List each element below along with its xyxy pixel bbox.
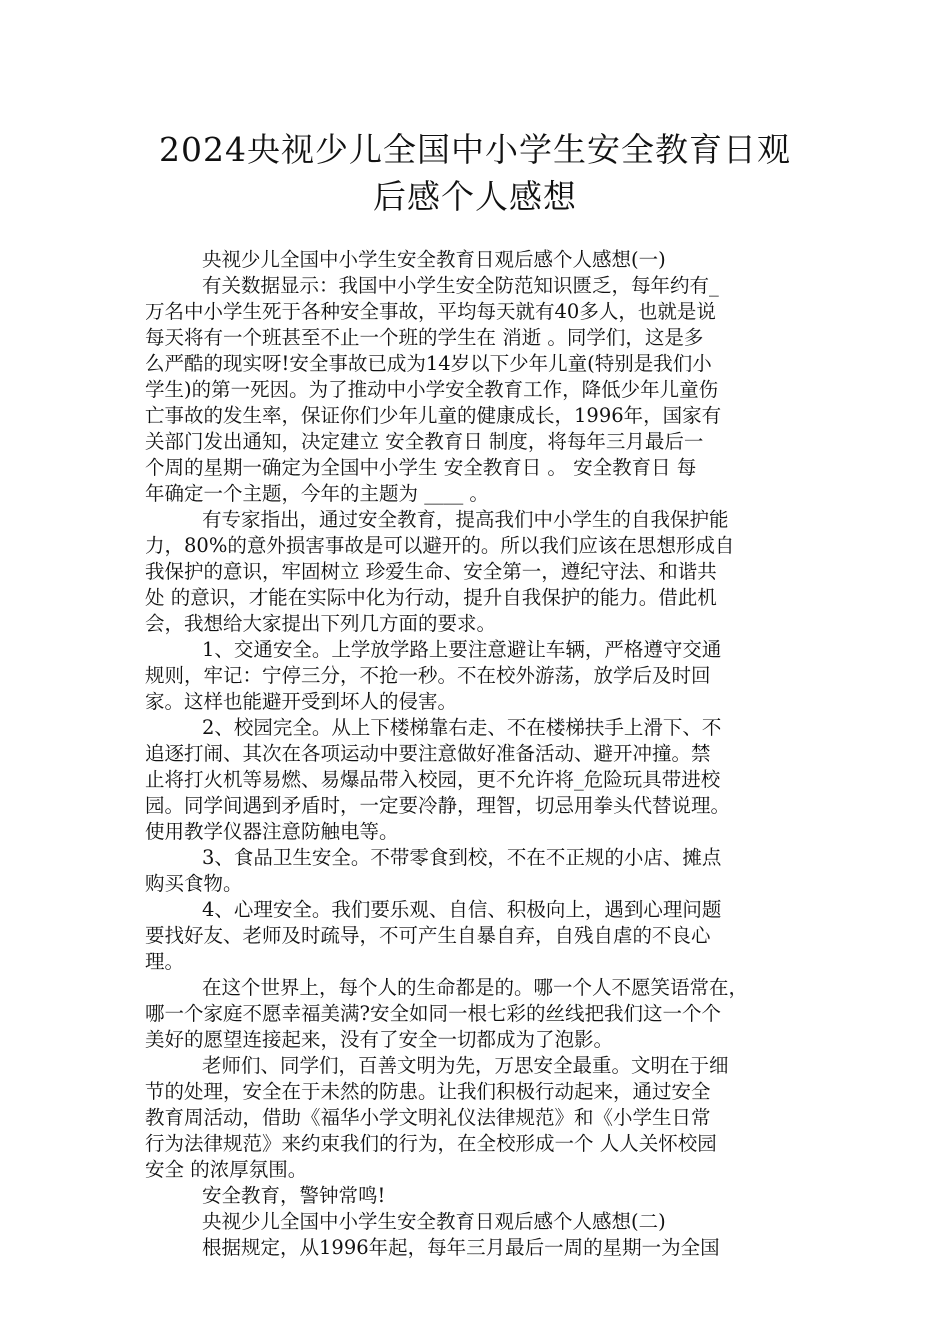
text-line: 学生)的第一死因。为了推动中小学安全教育工作，降低少年儿童伤 bbox=[145, 378, 719, 401]
paragraph-first-line: 4、心理安全。我们要乐观、自信、积极向上，遇到心理问题 bbox=[202, 898, 722, 921]
paragraph-first-line: 央视少儿全国中小学生安全教育日观后感个人感想(一) bbox=[202, 248, 666, 271]
text-line: 安全 的浓厚氛围。 bbox=[145, 1158, 308, 1181]
text-line: 个周的星期一确定为全国中小学生 安全教育日 。 安全教育日 每 bbox=[145, 456, 697, 479]
title-line: 后感个人感想 bbox=[373, 177, 577, 216]
text-line: 使用教学仪器注意防触电等。 bbox=[145, 820, 399, 843]
text-line: 处 的意识，才能在实际中化为行动，提升自我保护的能力。借此机 bbox=[145, 586, 717, 609]
text-line: 哪一个家庭不愿幸福美满?安全如同一根七彩的丝线把我们这一个个 bbox=[145, 1002, 721, 1025]
text-line: 力，80%的意外损害事故是可以避开的。所以我们应该在思想形成自 bbox=[145, 534, 735, 557]
text-line: 节的处理，安全在于未然的防患。让我们积极行动起来，通过安全 bbox=[145, 1080, 711, 1103]
paragraph-first-line: 2、校园完全。从上下楼梯靠右走、不在楼梯扶手上滑下、不 bbox=[202, 716, 722, 739]
text-line: 关部门发出通知，决定建立 安全教育日 制度，将每年三月最后一 bbox=[145, 430, 704, 453]
text-line: 万名中小学生死于各种安全事故，平均每天就有40多人，也就是说 bbox=[145, 300, 716, 323]
text-line: 么严酷的现实呀!安全事故已成为14岁以下少年儿童(特别是我们小 bbox=[145, 352, 712, 375]
paragraph-first-line: 有专家指出，通过安全教育，提高我们中小学生的自我保护能 bbox=[202, 508, 729, 531]
text-line: 美好的愿望连接起来，没有了安全一切都成为了泡影。 bbox=[145, 1028, 614, 1051]
text-line: 我保护的意识，牢固树立 珍爱生命、安全第一，遵纪守法、和谐共 bbox=[145, 560, 717, 583]
text-line: 会，我想给大家提出下列几方面的要求。 bbox=[145, 612, 497, 635]
text-line: 购买食物。 bbox=[145, 872, 243, 895]
text-line: 年确定一个主题，今年的主题为 ____ 。 bbox=[145, 482, 489, 505]
paragraph-first-line: 1、交通安全。上学放学路上要注意避让车辆，严格遵守交通 bbox=[202, 638, 722, 661]
paragraph-first-line: 在这个世界上，每个人的生命都是的。哪一个人不愿笑语常在， bbox=[202, 976, 749, 999]
text-line: 理。 bbox=[145, 950, 185, 973]
paragraph-first-line: 有关数据显示：我国中小学生安全防范知识匮乏，每年约有_ bbox=[202, 274, 719, 297]
text-line: 每天将有一个班甚至不止一个班的学生在 消逝 。同学们，这是多 bbox=[145, 326, 704, 349]
paragraph-first-line: 根据规定，从1996年起，每年三月最后一周的星期一为全国 bbox=[202, 1236, 720, 1259]
title-line: 2024央视少儿全国中小学生安全教育日观 bbox=[159, 130, 791, 169]
text-line: 亡事故的发生率，保证你们少年儿童的健康成长，1996年，国家有 bbox=[145, 404, 722, 427]
document-body bbox=[145, 247, 835, 1261]
text-line: 要找好友、老师及时疏导，不可产生自暴自弃，自残自虐的不良心 bbox=[145, 924, 711, 947]
text-line: 行为法律规范》来约束我们的行为，在全校形成一个 人人关怀校园 bbox=[145, 1132, 717, 1155]
text-line: 教育周活动，借助《福华小学文明礼仪法律规范》和《小学生日常 bbox=[145, 1106, 711, 1129]
paragraph-first-line: 央视少儿全国中小学生安全教育日观后感个人感想(二) bbox=[202, 1210, 666, 1233]
text-line: 追逐打闹、其次在各项运动中要注意做好准备活动、避开冲撞。禁 bbox=[145, 742, 711, 765]
text-line: 园。同学间遇到矛盾时，一定要冷静，理智，切忌用拳头代替说理。 bbox=[145, 794, 731, 817]
text-line: 规则，牢记：宁停三分，不抢一秒。不在校外游荡，放学后及时回 bbox=[145, 664, 711, 687]
paragraph-first-line: 安全教育，警钟常鸣! bbox=[202, 1184, 386, 1207]
paragraph-first-line: 老师们、同学们，百善文明为先，万思安全最重。文明在于细 bbox=[202, 1054, 729, 1077]
paragraph-first-line: 3、食品卫生安全。不带零食到校，不在不正规的小店、摊点 bbox=[202, 846, 722, 869]
text-line: 家。这样也能避开受到坏人的侵害。 bbox=[145, 690, 458, 713]
text-line: 止将打火机等易燃、易爆品带入校园，更不允许将_危险玩具带进校 bbox=[145, 768, 721, 791]
document-title bbox=[100, 126, 850, 220]
